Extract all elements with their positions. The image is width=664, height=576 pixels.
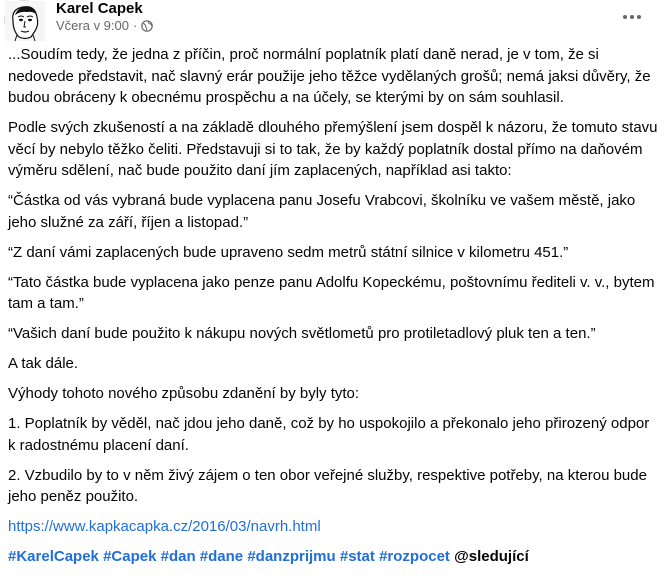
more-options-button[interactable] [614,2,650,32]
paragraph: 1. Poplatník by věděl, nač jdou jeho daně, což by ho uspokojilo a překonalo jeho přirozený odpor k radostnému placení daní. [8,415,650,454]
paragraph: A tak dále. [8,355,79,372]
article-link[interactable]: https://www.kapkacapka.cz/2016/03/navrh.html [8,518,321,535]
paragraph: “Z daní vámi zaplacených bude upraveno sedm metrů státní silnice v kilometru 451.” [8,243,569,261]
paragraph: Podle svých zkušeností a na základě dlouhého přemýšlení jsem dospěl k názoru, že tomuto stavu věcí by nebylo těžko čeliti. Představuji si to tak, že by každý poplatník dostal přímo na daňovém výměru sdělení, nač bude použito daní jím zaplacených, například asi takto: [8,119,658,179]
mention-followers[interactable]: @sledující [454,548,529,565]
paragraph: Výhody tohoto nového způsobu zdanění by byly tyto: [8,385,360,402]
author-caricature-icon [5,1,45,41]
hashtag-rozpocet[interactable]: #rozpocet [379,548,450,565]
hashtag-stat[interactable]: #stat [339,548,375,565]
post-timestamp[interactable]: Včera v 9:00 [56,18,129,33]
author-name[interactable]: Karel Capek [56,0,143,17]
globe-icon[interactable] [141,20,153,32]
hashtag-capek[interactable]: #Capek [103,548,157,565]
paragraph: 2. Vzbudilo by to v něm živý zájem o ten obor veřejné služby, respektive potřeby, na kterou bude jeho peněz použito. [8,466,647,505]
avatar[interactable] [4,0,44,40]
paragraph: “Vašich daní bude použito k nákupu nových světlometů pro protiletadlový pluk ten a ten.” [8,325,596,342]
post-header [0,0,664,40]
link-paragraph [8,516,660,538]
paragraph: “Tato částka bude vyplacena jako penze panu Adolfu Kopeckému, poštovnímu řediteli v. v., bytem tam a tam.” [8,273,655,312]
more-options-icon [622,14,642,20]
post-body [8,44,660,576]
hashtag-dan[interactable]: #dan [160,548,196,565]
hashtag-line [8,546,660,568]
hashtag-karelcapek[interactable]: #KarelCapek [8,548,99,565]
paragraph: ...Soudím tedy, že jedna z příčin, proč normální poplatník platí daně nerad, je v tom, že si nedovede představit, nač slavný erár použije jeho těžce vydělaných grošů; nemá jaksi důvěry, že budou obráceny k obecnému prospěchu a na účely, se kterými by on sám souhlasil. [8,46,651,106]
post-meta [56,18,153,34]
meta-separator: · [133,18,138,33]
hashtag-dane[interactable]: #dane [199,548,244,565]
hashtag-danzprijmu[interactable]: #danzprijmu [247,548,336,565]
paragraph: “Částka od vás vybraná bude vyplacena panu Josefu Vrabcovi, školníku ve vašem městě, jako jeho služné za září, říjen a listopad.” [8,192,636,231]
